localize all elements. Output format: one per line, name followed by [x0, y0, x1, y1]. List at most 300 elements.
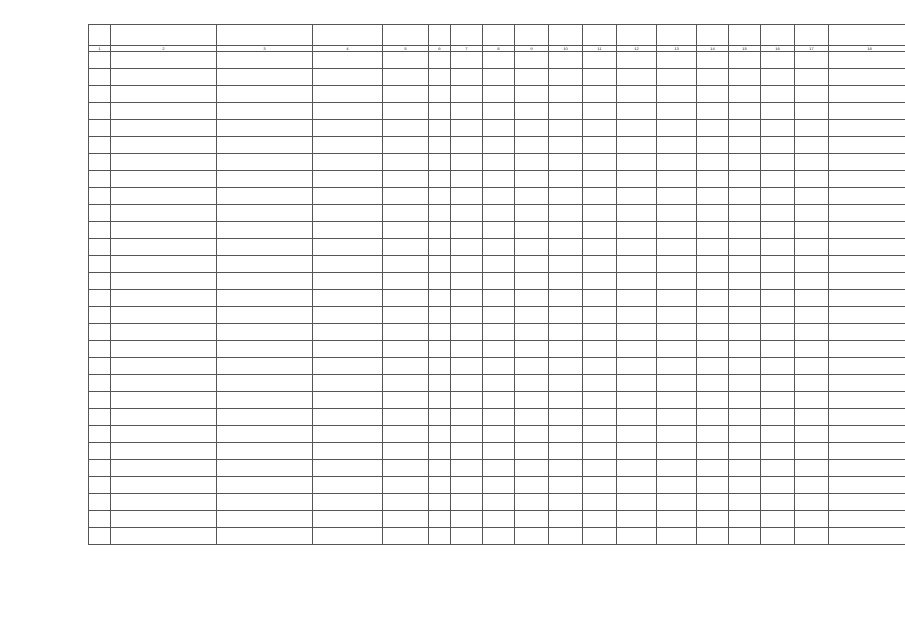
table-cell — [111, 290, 217, 307]
table-cell — [761, 239, 795, 256]
table-header — [89, 25, 905, 46]
table-cell — [657, 273, 697, 290]
table-cell — [111, 52, 217, 69]
table-cell — [697, 460, 729, 477]
table-cell — [795, 477, 829, 494]
table-cell — [617, 171, 657, 188]
table-cell — [383, 154, 429, 171]
table-cell — [657, 494, 697, 511]
table-cell — [729, 494, 761, 511]
table-cell — [795, 69, 829, 86]
table-cell — [217, 25, 313, 46]
table-cell — [111, 171, 217, 188]
table-cell — [697, 341, 729, 358]
table-cell — [549, 392, 583, 409]
table-row — [89, 137, 905, 154]
table-cell — [697, 205, 729, 222]
table-cell — [761, 120, 795, 137]
table-cell — [583, 239, 617, 256]
table-cell — [515, 222, 549, 239]
table-cell — [515, 171, 549, 188]
table-cell — [217, 171, 313, 188]
table-cell — [617, 205, 657, 222]
table-cell — [217, 222, 313, 239]
table-cell — [549, 324, 583, 341]
table-cell — [483, 239, 515, 256]
table-cell — [761, 494, 795, 511]
table-cell — [483, 188, 515, 205]
table-cell — [451, 171, 483, 188]
table-cell — [697, 358, 729, 375]
table-cell — [829, 477, 905, 494]
table-cell — [313, 239, 383, 256]
table-cell — [829, 239, 905, 256]
table-cell — [729, 25, 761, 46]
table-cell — [795, 358, 829, 375]
table-cell — [829, 86, 905, 103]
table-cell — [111, 86, 217, 103]
table-cell — [383, 69, 429, 86]
table-cell — [795, 205, 829, 222]
table-cell — [89, 52, 111, 69]
table-cell — [429, 511, 451, 528]
table-cell — [549, 239, 583, 256]
table-cell — [313, 154, 383, 171]
table-cell — [729, 477, 761, 494]
table-cell — [313, 120, 383, 137]
table-cell — [617, 188, 657, 205]
table-cell — [429, 375, 451, 392]
table-cell — [89, 188, 111, 205]
table-cell — [729, 137, 761, 154]
table-cell — [515, 375, 549, 392]
table-cell — [483, 358, 515, 375]
table-cell — [483, 103, 515, 120]
table-cell — [313, 358, 383, 375]
table-cell — [617, 392, 657, 409]
table-cell — [89, 375, 111, 392]
table-cell — [729, 290, 761, 307]
table-cell — [515, 205, 549, 222]
table-cell — [383, 409, 429, 426]
table-cell — [483, 273, 515, 290]
table-cell — [89, 290, 111, 307]
table-cell — [829, 460, 905, 477]
table-cell — [383, 137, 429, 154]
table-cell — [617, 307, 657, 324]
table-cell — [89, 460, 111, 477]
table-cell — [549, 426, 583, 443]
table-cell — [89, 103, 111, 120]
table-cell — [483, 528, 515, 545]
table-cell — [583, 103, 617, 120]
table-cell — [697, 375, 729, 392]
table-cell — [451, 358, 483, 375]
table-cell — [451, 392, 483, 409]
table-cell — [89, 154, 111, 171]
table-cell — [697, 273, 729, 290]
table-cell — [89, 205, 111, 222]
table-cell — [383, 477, 429, 494]
table-cell — [515, 324, 549, 341]
table-cell — [429, 69, 451, 86]
table-row — [89, 69, 905, 86]
table-cell — [383, 103, 429, 120]
table-cell — [483, 511, 515, 528]
table-cell — [549, 222, 583, 239]
table-cell — [111, 426, 217, 443]
table-cell — [795, 154, 829, 171]
table-row — [89, 392, 905, 409]
table-cell — [451, 477, 483, 494]
table-cell — [795, 409, 829, 426]
table-cell: 12 — [617, 46, 657, 52]
table-cell — [583, 120, 617, 137]
table-cell — [761, 137, 795, 154]
table-cell — [313, 307, 383, 324]
table-cell — [697, 528, 729, 545]
table-cell — [451, 188, 483, 205]
table-cell — [515, 409, 549, 426]
table-cell — [313, 392, 383, 409]
table-cell — [313, 324, 383, 341]
table-cell — [729, 154, 761, 171]
table-cell — [313, 103, 383, 120]
table-cell — [761, 358, 795, 375]
table-cell — [111, 307, 217, 324]
table-cell: 6 — [429, 46, 451, 52]
table-cell — [451, 103, 483, 120]
table-cell — [313, 273, 383, 290]
table-cell — [515, 154, 549, 171]
table-cell — [549, 52, 583, 69]
table-cell — [829, 494, 905, 511]
table-cell — [89, 511, 111, 528]
table-cell — [583, 307, 617, 324]
table-cell — [549, 443, 583, 460]
table-cell — [313, 511, 383, 528]
table-cell — [515, 307, 549, 324]
table-cell — [829, 375, 905, 392]
table-row — [89, 443, 905, 460]
table-cell — [829, 103, 905, 120]
table-cell — [549, 307, 583, 324]
table-cell — [795, 375, 829, 392]
table-cell — [383, 324, 429, 341]
table-cell — [583, 52, 617, 69]
table-cell — [89, 494, 111, 511]
table-cell — [829, 120, 905, 137]
table-cell — [451, 307, 483, 324]
table-cell — [761, 375, 795, 392]
table-cell — [515, 25, 549, 46]
table-cell — [617, 86, 657, 103]
table-cell: 11 — [583, 46, 617, 52]
table-cell — [451, 137, 483, 154]
table-cell — [761, 171, 795, 188]
table-cell — [483, 25, 515, 46]
table-cell — [697, 256, 729, 273]
table-row — [89, 409, 905, 426]
table-cell — [729, 460, 761, 477]
table-cell — [515, 273, 549, 290]
table-cell — [111, 324, 217, 341]
table-cell: 1 — [89, 46, 111, 52]
table-cell — [697, 324, 729, 341]
table-cell — [657, 52, 697, 69]
table-cell — [583, 426, 617, 443]
table-cell — [583, 171, 617, 188]
table-cell — [549, 137, 583, 154]
table-cell — [549, 358, 583, 375]
table-cell — [451, 52, 483, 69]
table-cell — [383, 392, 429, 409]
table-cell — [451, 290, 483, 307]
table-cell — [583, 205, 617, 222]
table-cell — [795, 222, 829, 239]
table-cell — [111, 511, 217, 528]
table-cell — [111, 69, 217, 86]
table-cell — [657, 120, 697, 137]
table-cell — [549, 494, 583, 511]
table-cell — [549, 341, 583, 358]
table-cell — [111, 443, 217, 460]
table-cell — [383, 341, 429, 358]
table-cell — [657, 86, 697, 103]
table-cell — [549, 511, 583, 528]
table-cell — [761, 443, 795, 460]
table-cell — [795, 426, 829, 443]
table-cell — [429, 171, 451, 188]
table-cell — [483, 69, 515, 86]
table-cell — [217, 375, 313, 392]
table-cell — [829, 341, 905, 358]
table-cell — [729, 426, 761, 443]
table-cell — [729, 341, 761, 358]
table-cell — [429, 409, 451, 426]
table-cell — [697, 86, 729, 103]
table-cell — [515, 290, 549, 307]
table-cell — [729, 103, 761, 120]
table-cell — [729, 443, 761, 460]
table-cell — [313, 409, 383, 426]
table-cell — [617, 239, 657, 256]
table-cell — [617, 426, 657, 443]
table-cell — [451, 205, 483, 222]
table-cell — [217, 494, 313, 511]
table-row — [89, 358, 905, 375]
table-cell — [583, 137, 617, 154]
table-cell — [697, 239, 729, 256]
table-cell — [515, 358, 549, 375]
table-row — [89, 460, 905, 477]
table-cell — [111, 205, 217, 222]
table-cell — [515, 120, 549, 137]
table-cell — [483, 222, 515, 239]
table-cell — [549, 171, 583, 188]
table-cell — [111, 120, 217, 137]
table-cell — [617, 511, 657, 528]
table-cell — [483, 409, 515, 426]
table-cell — [549, 375, 583, 392]
table-cell — [657, 392, 697, 409]
table-cell — [451, 69, 483, 86]
table-cell — [697, 188, 729, 205]
table-cell — [657, 222, 697, 239]
table-cell — [729, 392, 761, 409]
table-cell — [657, 409, 697, 426]
table-cell — [429, 341, 451, 358]
measures-table — [88, 24, 905, 545]
table-cell — [657, 358, 697, 375]
table-cell — [429, 392, 451, 409]
table-cell — [583, 528, 617, 545]
table-cell — [761, 154, 795, 171]
table-cell — [657, 205, 697, 222]
table-cell — [761, 324, 795, 341]
table-cell — [583, 392, 617, 409]
table-cell — [697, 171, 729, 188]
table-cell — [729, 120, 761, 137]
table-row — [89, 188, 905, 205]
table-cell — [383, 256, 429, 273]
table-cell — [483, 460, 515, 477]
table-cell — [617, 290, 657, 307]
table-cell — [313, 460, 383, 477]
table-cell — [111, 358, 217, 375]
table-cell — [795, 392, 829, 409]
table-cell: 7 — [451, 46, 483, 52]
table-cell — [429, 222, 451, 239]
table-cell — [729, 239, 761, 256]
table-cell — [829, 52, 905, 69]
table-cell — [217, 52, 313, 69]
table-cell — [313, 494, 383, 511]
table-cell — [313, 222, 383, 239]
table-cell — [657, 375, 697, 392]
table-cell — [383, 188, 429, 205]
table-cell: 8 — [483, 46, 515, 52]
table-cell — [761, 477, 795, 494]
table-cell — [111, 256, 217, 273]
table-cell — [617, 137, 657, 154]
table-cell — [697, 511, 729, 528]
table-cell — [383, 25, 429, 46]
table-cell — [617, 273, 657, 290]
table-cell — [383, 494, 429, 511]
table-cell — [383, 443, 429, 460]
table-cell — [217, 409, 313, 426]
table-row — [89, 494, 905, 511]
table-cell — [729, 86, 761, 103]
table-row — [89, 375, 905, 392]
table-cell — [429, 205, 451, 222]
table-cell — [111, 528, 217, 545]
table-cell — [795, 171, 829, 188]
table-cell — [617, 69, 657, 86]
table-cell — [761, 426, 795, 443]
table-cell — [761, 256, 795, 273]
table-cell — [313, 375, 383, 392]
table-cell — [313, 256, 383, 273]
table-cell: 17 — [795, 46, 829, 52]
table-cell — [729, 256, 761, 273]
table-cell — [795, 460, 829, 477]
table-cell — [217, 307, 313, 324]
table-cell — [313, 477, 383, 494]
table-cell — [657, 69, 697, 86]
table-cell — [657, 528, 697, 545]
table-cell — [217, 154, 313, 171]
table-cell — [313, 171, 383, 188]
table-cell — [729, 409, 761, 426]
table-cell — [89, 120, 111, 137]
table-cell — [515, 460, 549, 477]
table-cell — [515, 103, 549, 120]
table-cell — [111, 477, 217, 494]
table-row — [89, 273, 905, 290]
table-cell — [761, 222, 795, 239]
table-row — [89, 511, 905, 528]
table-cell — [617, 494, 657, 511]
table-cell — [729, 511, 761, 528]
table-cell — [829, 188, 905, 205]
table-cell — [111, 137, 217, 154]
table-cell — [583, 69, 617, 86]
table-cell — [795, 239, 829, 256]
table-cell — [829, 358, 905, 375]
table-cell — [383, 290, 429, 307]
table-cell — [795, 25, 829, 46]
table-cell — [89, 25, 111, 46]
table-cell — [217, 256, 313, 273]
table-cell — [429, 307, 451, 324]
table-cell — [617, 358, 657, 375]
table-cell — [697, 443, 729, 460]
table-cell — [617, 25, 657, 46]
table-cell — [217, 392, 313, 409]
table-cell — [483, 392, 515, 409]
table-cell — [549, 120, 583, 137]
table-cell: 2 — [111, 46, 217, 52]
table-cell — [429, 443, 451, 460]
table-cell — [761, 205, 795, 222]
table-cell — [583, 188, 617, 205]
table-cell: 18 — [829, 46, 905, 52]
table-cell — [111, 460, 217, 477]
table-cell — [429, 137, 451, 154]
table-cell — [217, 103, 313, 120]
table-cell — [829, 137, 905, 154]
table-cell — [795, 307, 829, 324]
table-cell — [429, 358, 451, 375]
table-cell — [657, 137, 697, 154]
table-cell — [795, 120, 829, 137]
table-cell — [795, 188, 829, 205]
table-cell — [795, 103, 829, 120]
table-cell — [549, 69, 583, 86]
table-cell — [383, 511, 429, 528]
table-cell — [549, 86, 583, 103]
table-cell — [829, 154, 905, 171]
table-cell — [429, 460, 451, 477]
table-cell — [583, 222, 617, 239]
table-cell — [583, 460, 617, 477]
table-cell — [657, 477, 697, 494]
table-cell — [111, 494, 217, 511]
table-cell — [111, 188, 217, 205]
table-cell — [829, 307, 905, 324]
